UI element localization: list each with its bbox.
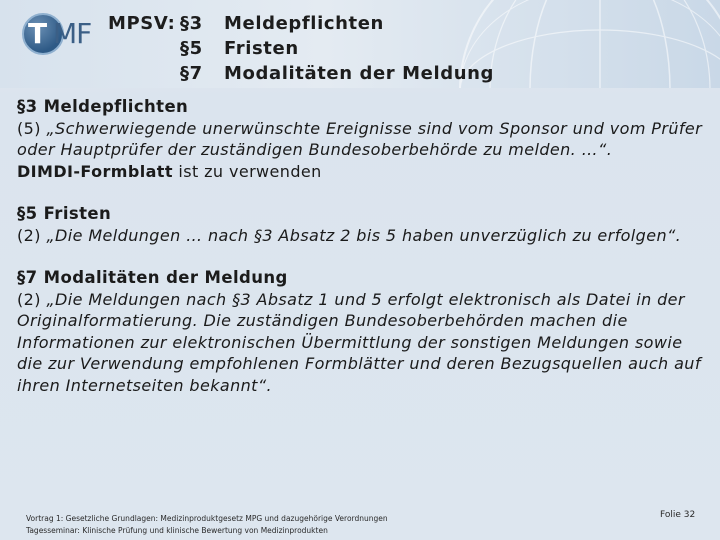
- title-paragraph: §3: [180, 13, 203, 34]
- section-fristen: [17, 203, 707, 246]
- footer-seminar: Tagesseminar: Klinische Prüfung und klinische Bewertung von Medizinprodukten: [26, 526, 328, 535]
- title-label: Modalitäten der Meldung: [224, 63, 495, 84]
- form-note-text: ist zu verwenden: [172, 161, 322, 181]
- law-quote: „Die Meldungen nach §3 Absatz 1 und 5 erfolgt elektronisch als Datei in der Originalformatierung. Die zuständigen Bundesoberbehörden machen die Informationen zur elektronischen Übermittlung der sonstigen Meldungen sowie die zur Verwendung empfohlenen Formblätter und deren Bezugsquellen auch auf ihren Internetseiten bekannt“.: [17, 289, 701, 395]
- header-band: [0, 0, 720, 88]
- paragraph-number: (2): [17, 289, 47, 309]
- title-label: Meldepflichten: [224, 13, 384, 34]
- section-meldepflichten: [17, 96, 707, 182]
- footer-lecture: Vortrag 1: Gesetzliche Grundlagen: Medizinproduktgesetz MPG und dazugehörige Verordnungen: [26, 514, 388, 523]
- title-paragraph: §7: [180, 63, 203, 84]
- tmf-logo: [22, 13, 92, 57]
- title-paragraph: §5: [180, 38, 203, 59]
- title-row: [108, 11, 494, 36]
- section-modalitaeten: [17, 267, 707, 396]
- title-row: [108, 36, 494, 61]
- slide-body: [17, 96, 707, 417]
- form-name: DIMDI-Formblatt: [17, 161, 173, 181]
- logo-letter-t: T: [28, 17, 48, 50]
- section-heading: §5 Fristen: [17, 204, 112, 223]
- slide-title: [108, 11, 494, 86]
- slide-number: Folie 32: [660, 510, 696, 520]
- title-row: [108, 61, 494, 86]
- footer: [26, 513, 388, 537]
- law-quote: „Die Meldungen … nach §3 Absatz 2 bis 5 haben unverzüglich zu erfolgen“.: [46, 225, 682, 245]
- law-quote: „Schwerwiegende unerwünschte Ereignisse sind vom Sponsor und vom Prüfer oder Hauptprüfer der zuständigen Bundesoberbehörde zu melden. …“.: [17, 118, 703, 159]
- section-heading: §3 Meldepflichten: [17, 97, 189, 116]
- paragraph-number: (2): [17, 225, 47, 245]
- logo-letters-mf: MF: [53, 17, 92, 50]
- section-text: [17, 118, 707, 161]
- form-note: [17, 161, 707, 183]
- section-text: [17, 289, 707, 397]
- section-text: [17, 225, 707, 247]
- title-label: Fristen: [224, 38, 299, 59]
- paragraph-number: (5): [17, 118, 47, 138]
- section-heading: §7 Modalitäten der Meldung: [17, 268, 288, 287]
- title-prefix: MPSV:: [108, 13, 176, 34]
